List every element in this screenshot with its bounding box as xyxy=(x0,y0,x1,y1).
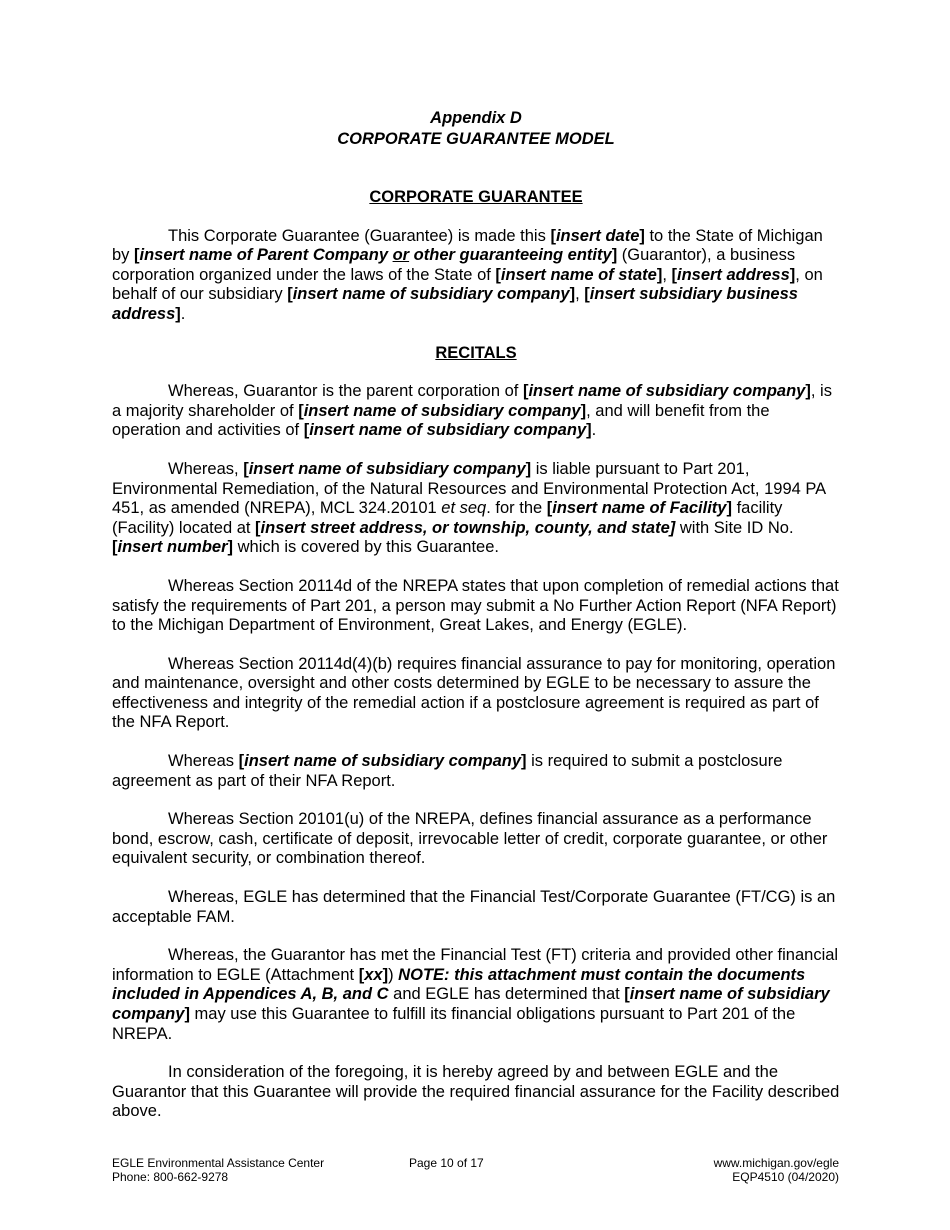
document-page xyxy=(112,108,840,1122)
footer-right xyxy=(714,1156,839,1184)
appendix-label: Appendix D xyxy=(430,109,522,127)
footer-phone: Phone: 800-662-9278 xyxy=(112,1170,229,1184)
recital-paragraph: Whereas, EGLE has determined that the Financial Test/Corporate Guarantee (FT/CG) is an acceptable FAM. xyxy=(112,888,836,926)
recitals-heading: RECITALS xyxy=(435,343,517,362)
footer-org: EGLE Environmental Assistance Center xyxy=(112,1156,325,1170)
page-number: Page 10 of 17 xyxy=(409,1156,484,1170)
footer-form-number: EQP4510 (04/2020) xyxy=(732,1170,839,1184)
recital-paragraph: Whereas [insert name of subsidiary company] is required to submit a postclosure agreement as part of their NFA Report. xyxy=(112,752,783,790)
footer-url: www.michigan.gov/egle xyxy=(713,1156,839,1170)
intro-paragraph: This Corporate Guarantee (Guarantee) is made this [insert date] to the State of Michigan by [insert name of Parent Company or other guaranteeing entity] (Guarantor), a business corporation organized under the laws of the State of [insert name of state], [insert address], on behalf of our subsidiary [insert name of subsidiary company], [insert subsidiary business address]. xyxy=(112,226,823,323)
model-title: CORPORATE GUARANTEE MODEL xyxy=(337,130,615,148)
recital-paragraph: Whereas, Guarantor is the parent corporation of [insert name of subsidiary company], is a majority shareholder of [insert name of subsidiary company], and will benefit from the operation and activities of [insert name of subsidiary company]. xyxy=(112,382,832,440)
recital-paragraph: Whereas Section 20101(u) of the NREPA, defines financial assurance as a performance bond, escrow, cash, certificate of deposit, irrevocable letter of credit, corporate guarantee, or other equivalent security, or combination thereof. xyxy=(112,810,828,868)
recital-paragraph: Whereas, the Guarantor has met the Financial Test (FT) criteria and provided other financial information to EGLE (Attachment [xx]) NOTE: this attachment must contain the documents included in Appendices A, B, and C and EGLE has determined that [insert name of subsidiary company] may use this Guarantee to fulfill its financial obligations pursuant to Part 201 of the NREPA. xyxy=(112,946,839,1043)
recital-paragraph: Whereas Section 20114d(4)(b) requires financial assurance to pay for monitoring, operation and maintenance, oversight and other costs determined by EGLE to be necessary to assure the effectiveness and integrity of the remedial action if a postclosure agreement is required as part of the NFA Report. xyxy=(112,654,836,732)
consideration-paragraph: In consideration of the foregoing, it is hereby agreed by and between EGLE and the Guarantor that this Guarantee will provide the required financial assurance for the Facility described above. xyxy=(112,1063,840,1121)
recital-paragraph: Whereas, [insert name of subsidiary company] is liable pursuant to Part 201, Environmental Remediation, of the Natural Resources and Environmental Protection Act, 1994 PA 451, as amended (NREPA), MCL 324.20101 et seq. for the [insert name of Facility] facility (Facility) located at [insert street address, or township, county, and state] with Site ID No. [insert number] which is covered by this Guarantee. xyxy=(112,459,826,557)
recital-paragraph: Whereas Section 20114d of the NREPA states that upon completion of remedial actions that satisfy the requirements of Part 201, a person may submit a No Further Action Report (NFA Report) to the Michigan Department of Environment, Great Lakes, and Energy (EGLE). xyxy=(112,576,839,635)
guarantee-heading: CORPORATE GUARANTEE xyxy=(369,188,583,206)
footer-left xyxy=(112,1156,324,1184)
